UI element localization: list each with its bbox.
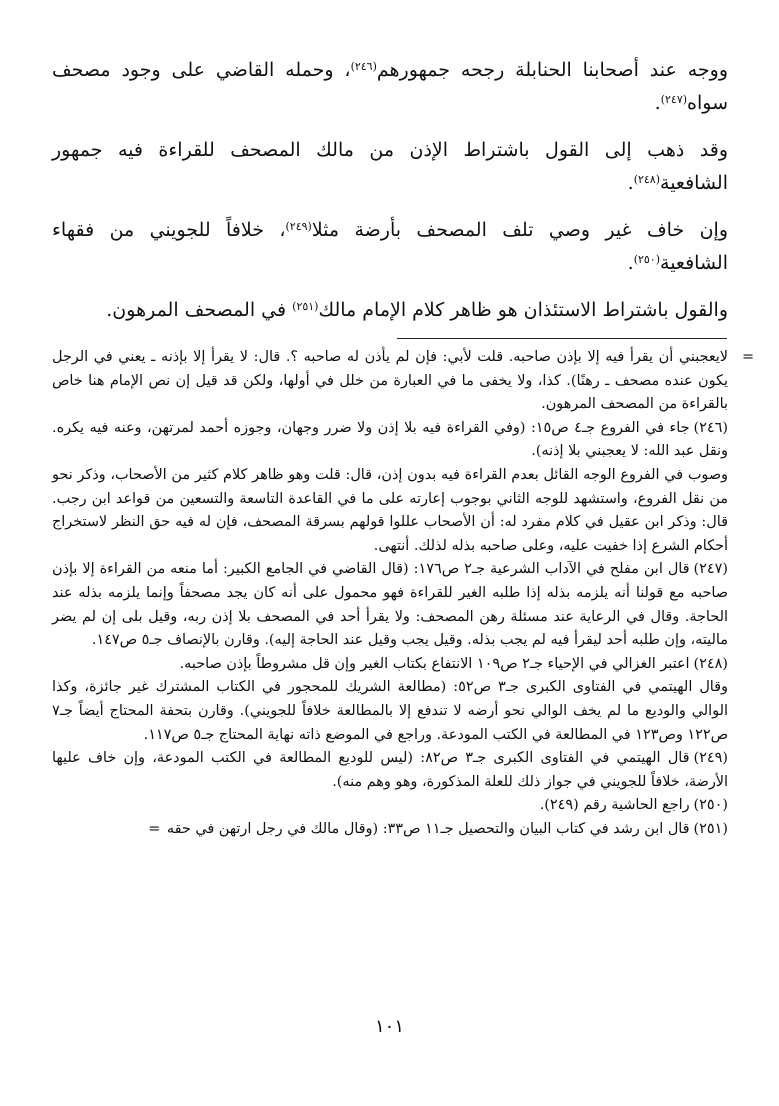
paragraph-4: والقول باشتراط الاستئذان هو ظاهر كلام الإمام مالك$^{(٢٥١)}$ في المصحف المرهون. (106, 299, 728, 321)
footnote-ref-251[interactable]: (٢٥١) (292, 300, 319, 313)
continued-marker: = (148, 820, 161, 837)
footnote-separator (397, 338, 727, 339)
footnote-number: (٢٥٠) (693, 797, 728, 814)
paragraph-3: وإن خاف غير وصي تلف المصحف بأرضة مثلا$^{(٢٤٩)}$، خلافاً للجويني من فقهاء الشافعية$^{(٢٥٠)}$. (52, 219, 728, 274)
paragraph-1: ووجه عند أصحابنا الحنابلة رجحه جمهورهم$^{(٢٤٦)}$، وحمله القاضي على وجود مصحف سواه$^{(٢٤٧)}$. (52, 59, 728, 114)
footnote-246: (٢٤٦)جاء في الفروع جـ٤ ص١٥: (وفي القراءة فيه بلا إذن ولا ضرر وجهان، وجوزه أحمد لمرتهن، وعنه فيه يكره. ونقل عبد الله: لا يعجبني بلا إذنه). (52, 419, 728, 460)
footnote-ref-246[interactable]: (٢٤٦) (350, 60, 377, 73)
page-number: ١٠١ (374, 1016, 404, 1037)
footnote-248: (٢٤٨)اعتبر الغزالي في الإحياء جـ٢ ص١٠٩ الانتفاع بكتاب الغير وإن قل مشروطاً بإذن صاحبه. (179, 655, 728, 672)
footnote-ref-250[interactable]: (٢٥٠) (633, 253, 661, 266)
footnote-number: (٢٥١) (693, 820, 728, 837)
footnote-number: (٢٤٦) (693, 419, 728, 436)
paragraph-2: وقد ذهب إلى القول باشتراط الإذن من مالك المصحف للقراءة فيه جمهور الشافعية$^{(٢٤٨)}$. (52, 139, 728, 194)
footnote-250: (٢٥٠)راجع الحاشية رقم (٢٤٩). (539, 797, 728, 814)
footnote-248-cont: وقال الهيتمي في الفتاوى الكبرى جـ٣ ص٥٢: (مطالعة الشريك للمحجور في الكتاب المشترك غير جائزة، وكذا الوالي والوديع ما لم يخف الوالي نحو أرضه لا تندفع إلا بالمطالعة خلافاً للجويني). وقارن بتحفة المحتاج أيضاً جـ٧ ص١٢٢ وص١٢٣ في المطالعة في الكتب المودعة. وراجع في الموضع ذاته نهاية المحتاج جـ٥ ص١١٧. (52, 679, 729, 743)
footnote-247: (٢٤٧)قال ابن مفلح في الآداب الشرعية جـ٢ ص١٧٦: (قال القاضي في الجامع الكبير: أما منعه من القراءة إلا بإذن صاحبه مع قولنا أنه يلزمه بذله إذا طلبه الغير للقراءة فهو محمول على أنه كان يجد مصحفاً وإنما يلزمه بذله عند الحاجة. وقال في الرعاية عند مسئلة رهن المصحف: ولا يقرأ أحد في المصحف بلا إذن ربه، وقيل بلى إن لم يضر ماليته، وإن طلبه أحد ليقرأ فيه لم يجب بذله. وقيل يجب وقيل عند الحاجة إليه). وقارن بالإنصاف جـ٥ ص١٤٧. (52, 561, 728, 649)
footnote-number: (٢٤٨) (693, 655, 728, 672)
footnote-ref-247[interactable]: (٢٤٧) (660, 93, 688, 106)
footnote-251: (٢٥١)قال ابن رشد في كتاب البيان والتحصيل جـ١١ ص٣٣: (وقال مالك في رجل ارتهن في حقه = (148, 820, 728, 837)
footnote-continuation: = لايعجبني أن يقرأ فيه إلا بإذن صاحبه. قلت لأبي: فإن لم يأذن له صاحبه ؟. قال: لا يقرأ إلا بإذنه ـ يعني في الرجل يكون عنده مصحف ـ رهنًا). كذا، ولا يخفى ما في العبارة من خلل في أولها، ولكن قد قيل إن نص الإمام هنا خاص بالقراءة من المصحف المرهون. (52, 346, 728, 417)
continuation-marker: = (741, 349, 754, 365)
footnote-246-cont: وصوب في الفروع الوجه القائل بعدم القراءة فيه بدون إذن، قال: قلت وهو ظاهر كلام كثير من الأصحاب، وذكر نحو من نقل الفروع، واستشهد للوجه الثاني بوجوب إعارته على ما في القاعدة التاسعة والتسعين من قواعد ابن رجب. قال: وذكر ابن عقيل في كلام مفرد له: أن الأصحاب عللوا قولهم بسرقة المصحف، فإن له فيه حق النظر لاستخراج أحكام الشرع إذا خفيت عليه، وعلى صاحبه بذله لذلك. أنتهى. (52, 466, 728, 554)
footnote-number: (٢٤٩) (693, 750, 728, 767)
main-text (52, 54, 728, 341)
footnote-ref-249[interactable]: (٢٤٩) (285, 220, 312, 233)
footnote-ref-248[interactable]: (٢٤٨) (633, 173, 661, 186)
footnote-number: (٢٤٧) (693, 561, 728, 578)
footnotes (52, 346, 754, 841)
footnote-249: (٢٤٩)قال الهيتمي في الفتاوى الكبرى جـ٣ ص٨٢: (ليس للوديع المطالعة في الكتب المودعة، وإن خاف عليها الأرضة، خلافاً للجويني في جواز ذلك للعلة المذكورة، وهو وهم منه). (52, 750, 728, 790)
